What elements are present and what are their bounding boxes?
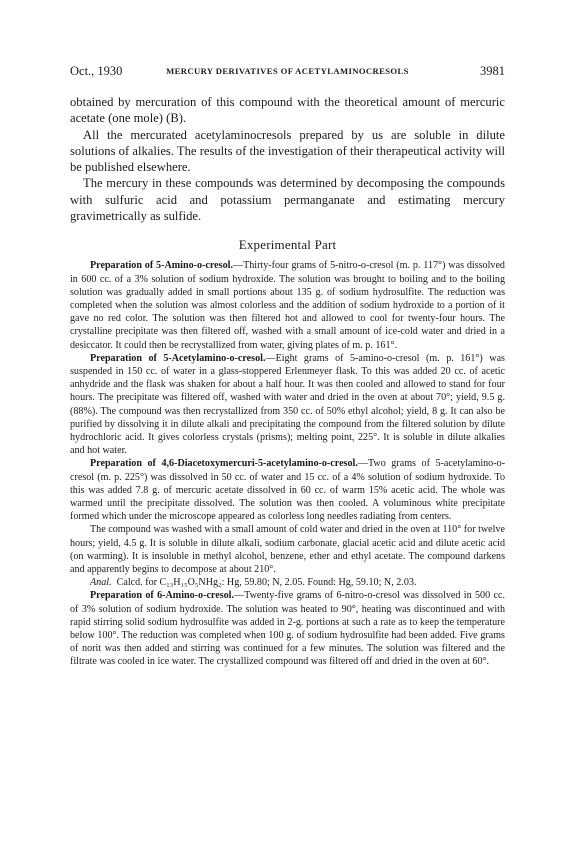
paragraph-title: Preparation of 6-Amino-o-cresol. — [90, 590, 235, 602]
experimental-paragraph-3 — [70, 457, 505, 523]
analysis-text: Calcd. for C₁₃H₁₅O₅NHg₂: Hg, 59.80; N, 2.05. Found: Hg, 59.10; N, 2.03. — [116, 577, 417, 589]
analysis-label: Anal. — [90, 577, 112, 589]
running-header — [70, 64, 505, 80]
paragraph-title: Preparation of 5-Amino-o-cresol. — [90, 260, 233, 272]
section-heading: Experimental Part — [238, 237, 337, 253]
paragraph-title: Preparation of 4,6-Diacetoxymercuri-5-acetylamino-o-cresol. — [90, 458, 358, 470]
paragraph-text: —Thirty-four grams of 5-nitro-o-cresol (m. p. 117°) was dissolved in 600 cc. of a 3% solution of sodium hydroxide. The solution was brought to boiling and to the boiling solution was gradually added in small portions about 135 g. of sodium hydrosulfite. The reduction was completed when the solution was almost colorless and the addition of sodium hydroxide to a portion of it gave no red color. The solution was then filtered hot and allowed to cool for twenty-four hours. The crystalline precipitate was then filtered off, washed with a small amount of ice-cold water and dried in a desiccator. It could then be recrystallized from water, giving plates of m. p. 161°. — [70, 260, 505, 351]
paragraph-text: —Twenty-five grams of 6-nitro-o-cresol was dissolved in 500 cc. of 3% solution of sodium hydroxide. The solution was heated to 90°, heating was discontinued and with rapid stirring solid sodium hydrosulfite was added in 2-g. portions at such a rate as to keep the temperature below 100°. The reduction was completed when 100 g. of sodium hydrosulfite had been added. Five grams of norit was then added and stirring was continued for a few minutes. The solution was filtered and the filtrate was cooled in ice water. The crystallized compound was filtered off and dried in the oven at 60°. — [70, 590, 505, 668]
issue-date: Oct., 1930 — [70, 64, 123, 78]
experimental-paragraph-5 — [70, 589, 505, 668]
paragraph-text: —Eight grams of 5-amino-o-cresol (m. p. 161°) was suspended in 150 cc. of water in a glass-stoppered Erlenmeyer flask. To this was added 20 cc. of acetic anhydride and the flask was shaken for about a half hour. It was then cooled and allowed to stand for four hours. The precipitate was filtered off, washed with water and dried in the oven at about 70°; yield, 9.5 g. (88%). The compound was then recrystallized from 350 cc. of 50% ethyl alcohol; yield, 8 g. It can also be purified by dissolving it in dilute alkali and precipitating the compound from the filtered solution by dilute hydrochloric acid. It gives colorless crystals (prisms); melting point, 225°. It is soluble in dilute alkalies and hot water. — [70, 352, 505, 457]
paragraph-text: —Two grams of 5-acetylamino-o-cresol (m. p. 225°) was dissolved in 50 cc. of water and 15 cc. of a 4% solution of sodium hydroxide. To this was added 7.8 g. of mercuric acetate dissolved in 60 cc. of warm 15% acetic acid. The whole was warmed until the precipitate dissolved. The solution was then cooled. A voluminous white precipitate formed which under the microscope appeared as colorless long needles radiating from centers. — [70, 458, 505, 523]
page-number: 3981 — [480, 64, 505, 78]
intro-paragraph-3: The mercury in these compounds was determined by decomposing the compounds with sulfuric acid and potassium permanganate and estimating mercury gravimetrically as sulfide. — [70, 176, 505, 224]
running-title: MERCURY DERIVATIVES OF ACETYLAMINOCRESOLS — [166, 66, 409, 76]
experimental-paragraph-2 — [70, 352, 505, 458]
experimental-paragraph-4: The compound was washed with a small amount of cold water and dried in the oven at 110° for twelve hours; yield, 4.5 g. It is soluble in dilute alkali, sodium carbonate, glacial acetic acid and dilute acetic acid (on warming). It is insoluble in methyl alcohol, benzene, ether and ethyl acetate. The compound darkens and apparently begins to decompose at about 210°. — [70, 524, 505, 576]
intro-paragraph-2: All the mercurated acetylaminocresols prepared by us are soluble in dilute solutions of alkalies. The results of the investigation of their therapeutical activity will be published elsewhere. — [70, 127, 505, 175]
intro-paragraph-1: obtained by mercuration of this compound with the theoretical amount of mercuric acetate (one mole) (B). — [70, 95, 505, 126]
article-body — [70, 94, 505, 669]
analysis-paragraph — [70, 576, 505, 589]
paragraph-title: Preparation of 5-Acetylamino-o-cresol. — [90, 352, 266, 364]
experimental-paragraph-1 — [70, 259, 505, 351]
